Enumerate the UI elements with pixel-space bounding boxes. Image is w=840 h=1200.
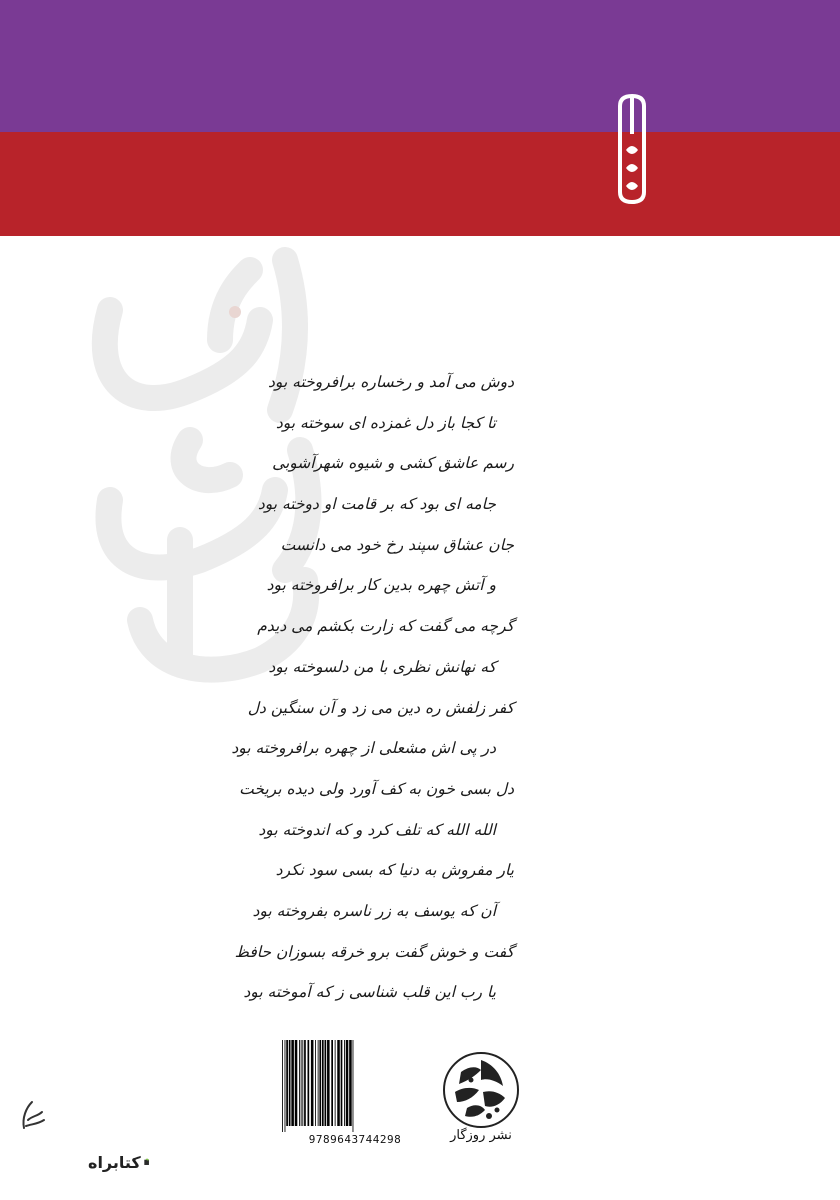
barcode-bar (331, 1040, 333, 1126)
barcode-bar (344, 1040, 345, 1126)
poem-line: رسم عاشق کشی و شیوه شهرآشوبی (272, 454, 514, 473)
barcode-bar (286, 1040, 288, 1126)
poem-verses (231, 362, 514, 1013)
barcode-bar (353, 1040, 354, 1132)
poem-line: تا کجا باز دل غمزده ای سوخته بود (275, 413, 496, 432)
barcode-bar (335, 1040, 336, 1126)
barcode-bar (325, 1040, 327, 1126)
poem-line: که نهانش نظری با من دلسوخته بود (268, 657, 496, 676)
poem-line: یا رب این قلب شناسی ز که آموخته بود (243, 983, 496, 1002)
isbn-barcode (280, 1040, 430, 1150)
publisher-emblem-icon (441, 1050, 521, 1130)
barcode-bar (301, 1040, 302, 1126)
poem-line: دل بسی خون به کف آورد ولی دیده بریخت (239, 779, 514, 798)
barcode-bar (327, 1040, 330, 1126)
barcode-bar (289, 1040, 291, 1126)
barcode-bars (280, 1040, 430, 1132)
barcode-bar (308, 1040, 310, 1126)
poem-line: دوش می آمد و رخساره برافروخته بود (268, 373, 514, 391)
barcode-bar (299, 1040, 300, 1126)
barcode-bar (304, 1040, 306, 1126)
barcode-bar (341, 1040, 343, 1126)
bookmark-icon (612, 92, 652, 206)
barcode-bar (315, 1040, 316, 1126)
barcode-bar (337, 1040, 340, 1126)
poem-line: آن که یوسف به زر ناسره بفروخته بود (252, 901, 496, 920)
barcode-bar (291, 1040, 294, 1126)
poem-line: یار مفروش به دنیا که بسی سود نکرد (275, 861, 514, 880)
barcode-bar (302, 1040, 303, 1126)
poem-line: جامه ای بود که بر قامت او دوخته بود (257, 495, 496, 514)
poem-line: گفت و خوش گفت برو خرقه بسوزان حافظ (234, 942, 514, 961)
barcode-bar (311, 1040, 314, 1126)
poem-line: در پی اش مشعلی از چهره برافروخته بود (231, 739, 496, 758)
poem-line: و آتش چهره بدین کار برافروخته بود (266, 576, 496, 595)
poem-line: کفر زلفش ره دین می زد و آن سنگین دل (247, 698, 514, 717)
poem-line: جان عشاق سپند رخ خود می دانست (280, 535, 514, 554)
barcode-bar (319, 1040, 321, 1126)
ketabrah-icon (143, 1149, 150, 1175)
barcode-bar (322, 1040, 324, 1126)
barcode-bar (346, 1040, 349, 1126)
signature-mark-icon (18, 1098, 48, 1134)
ketabrah-logo (88, 1140, 150, 1184)
purple-top-band (0, 0, 840, 132)
barcode-bar (285, 1040, 286, 1132)
poem-line: الله الله که تلف کرد و که اندوخته بود (258, 820, 496, 839)
barcode-bar (349, 1040, 352, 1126)
barcode-bar (295, 1040, 298, 1126)
barcode-bar (282, 1040, 283, 1132)
red-middle-band (0, 132, 840, 236)
poem-line: گرچه می گفت که زارت بکشم می دیدم (257, 617, 514, 636)
barcode-bar (318, 1040, 319, 1126)
isbn-number: 9789643744298 (308, 1133, 402, 1146)
ketabrah-label: کتابراه (88, 1152, 141, 1172)
publisher-name: نشر روزگار (450, 1128, 512, 1143)
